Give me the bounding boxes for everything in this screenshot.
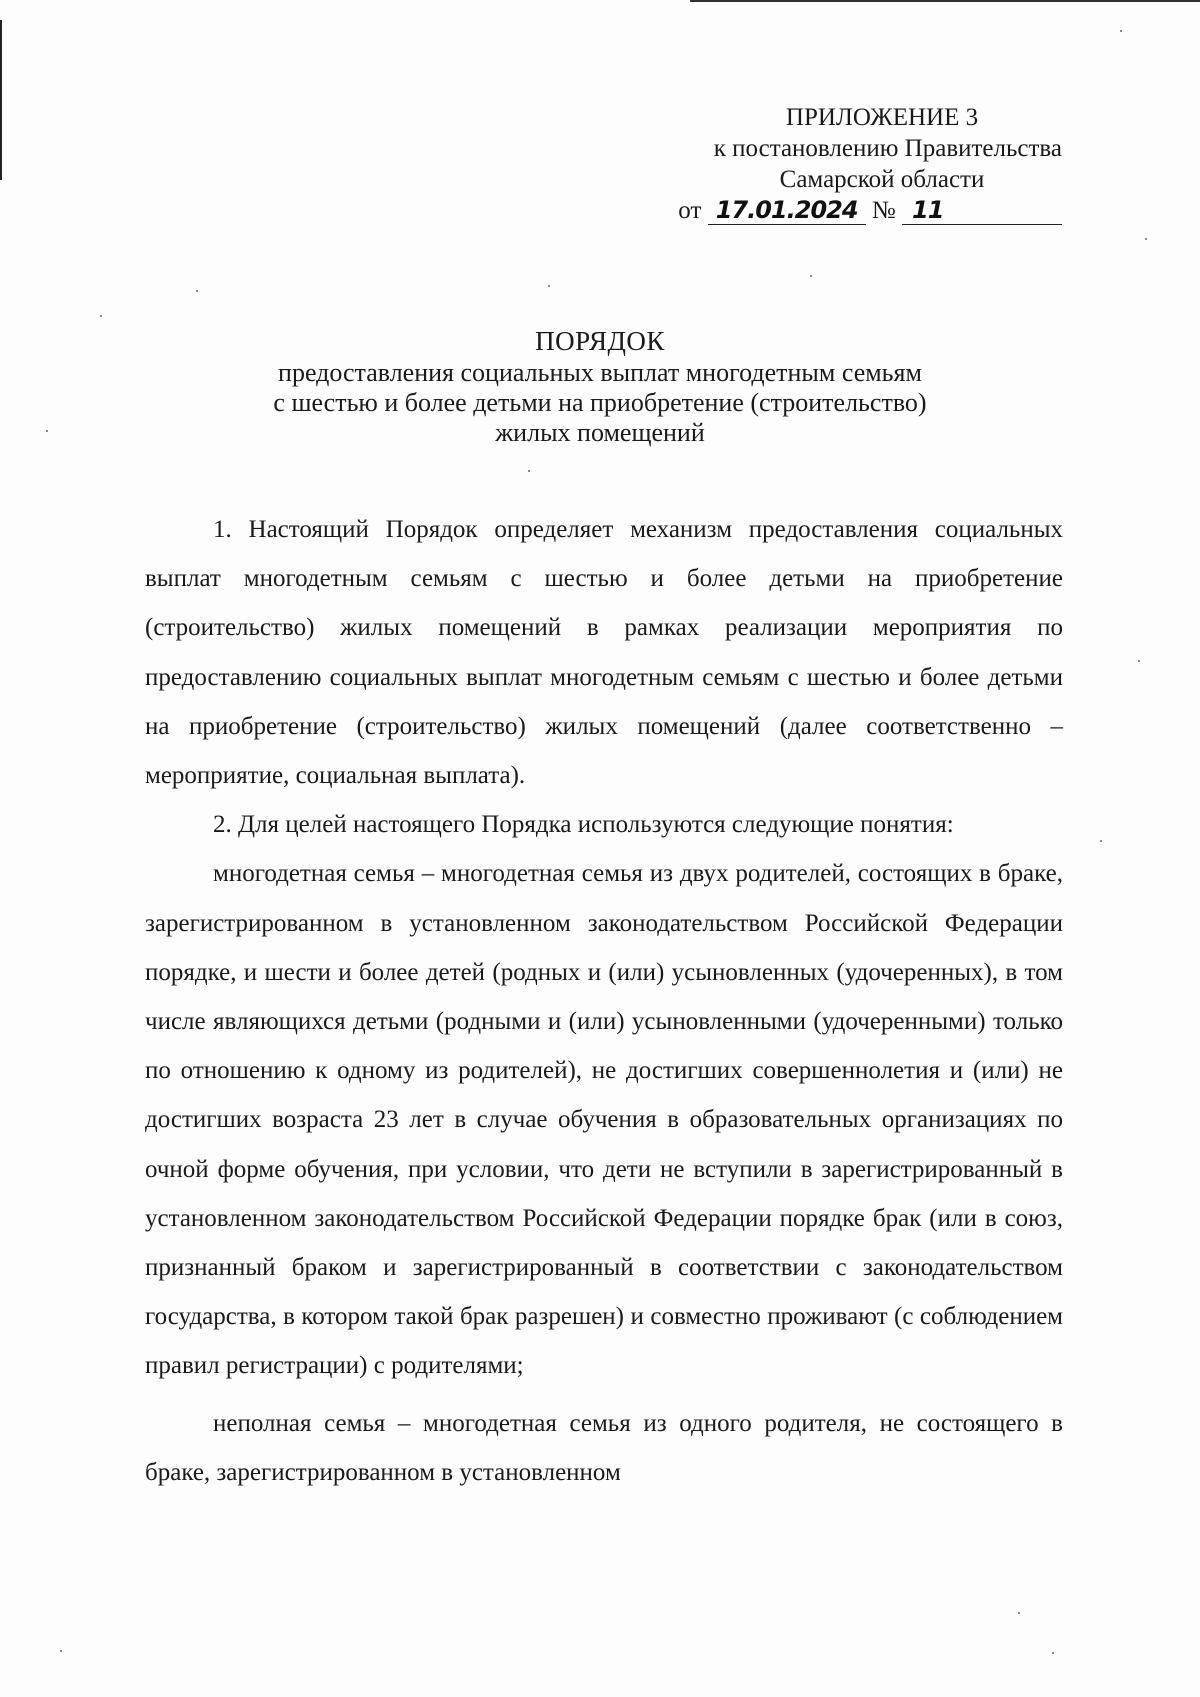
number-field xyxy=(902,197,1062,225)
paragraph-1: 1. Настоящий Порядок определяет механизм предоставления социальных выплат многодетным семьям с шестью и более детьми на приобретение (строительство) жилых помещений в рамках реализации мероприятия по предоставлению социальных выплат многодетным семьям с шестью и более детьми на приобретение (строительство) жилых помещений (далее соответственно – мероприятие, социальная выплата). xyxy=(145,516,1063,790)
scan-speck xyxy=(528,470,530,472)
number-label: № xyxy=(871,197,896,224)
decree-date-number-line xyxy=(642,195,1062,226)
date-prefix: от xyxy=(678,197,702,224)
scan-speck xyxy=(810,275,812,277)
appendix-region-line: Самарской области xyxy=(779,166,985,193)
document-title-block xyxy=(150,326,1050,448)
document-subtitle-line-1: предоставления социальных выплат многодетным семьям xyxy=(278,358,922,387)
appendix-title: ПРИЛОЖЕНИЕ 3 xyxy=(785,104,979,131)
scan-speck xyxy=(60,1650,62,1652)
appendix-header xyxy=(642,102,1062,226)
appendix-decree-line: к постановлению Правительства xyxy=(713,135,1062,162)
date-field xyxy=(708,197,866,225)
scan-speck xyxy=(1138,660,1140,662)
scan-speck xyxy=(1100,840,1102,842)
paragraph-definition-single-parent-family: неполная семья – многодетная семья из одного родителя, не состоящего в браке, зарегистрированном в установленном xyxy=(145,1409,1063,1486)
scan-speck xyxy=(548,285,550,287)
paragraph-2: 2. Для целей настоящего Порядка используются следующие понятия: xyxy=(213,811,954,839)
handwritten-date: 17.01.2024 xyxy=(715,196,858,224)
document-subtitle-line-3: жилых помещений xyxy=(495,418,705,447)
scan-speck xyxy=(1120,30,1122,32)
document-body xyxy=(145,505,1063,1497)
document-title: ПОРЯДОК xyxy=(535,326,665,356)
scan-speck xyxy=(1052,1652,1054,1654)
scan-speck xyxy=(1145,238,1147,240)
handwritten-number: 11 xyxy=(912,196,944,224)
scan-speck xyxy=(1018,1612,1020,1614)
scan-speck xyxy=(46,430,48,432)
scan-artifact-top-line xyxy=(690,0,1200,2)
document-subtitle-line-2: с шестью и более детьми на приобретение (строительство) xyxy=(273,388,927,417)
scan-artifact-left-line xyxy=(0,20,2,180)
scan-speck xyxy=(196,290,198,292)
paragraph-definition-large-family: многодетная семья – многодетная семья из двух родителей, состоящих в браке, зарегистрированном в установленном законодательством Российской Федерации порядке, и шести и более детей (родных и (или) усыновленных (удочеренных), в том числе являющихся детьми (родными и (или) усыновленными (удочеренными) только по отношению к одному из родителей), не достигших совершеннолетия и (или) не достигших возраста 23 лет в случае обучения в образовательных организациях по очной форме обучения, при условии, что дети не вступили в зарегистрированный в установленном законодательством Российской Федерации порядке брак (или в союз, признанный браком и зарегистрированный в соответствии с законодательством государства, в котором такой брак разрешен) и совместно проживают (с соблюдением правил регистрации) с родителями; xyxy=(145,860,1063,1380)
scan-speck xyxy=(100,315,102,317)
